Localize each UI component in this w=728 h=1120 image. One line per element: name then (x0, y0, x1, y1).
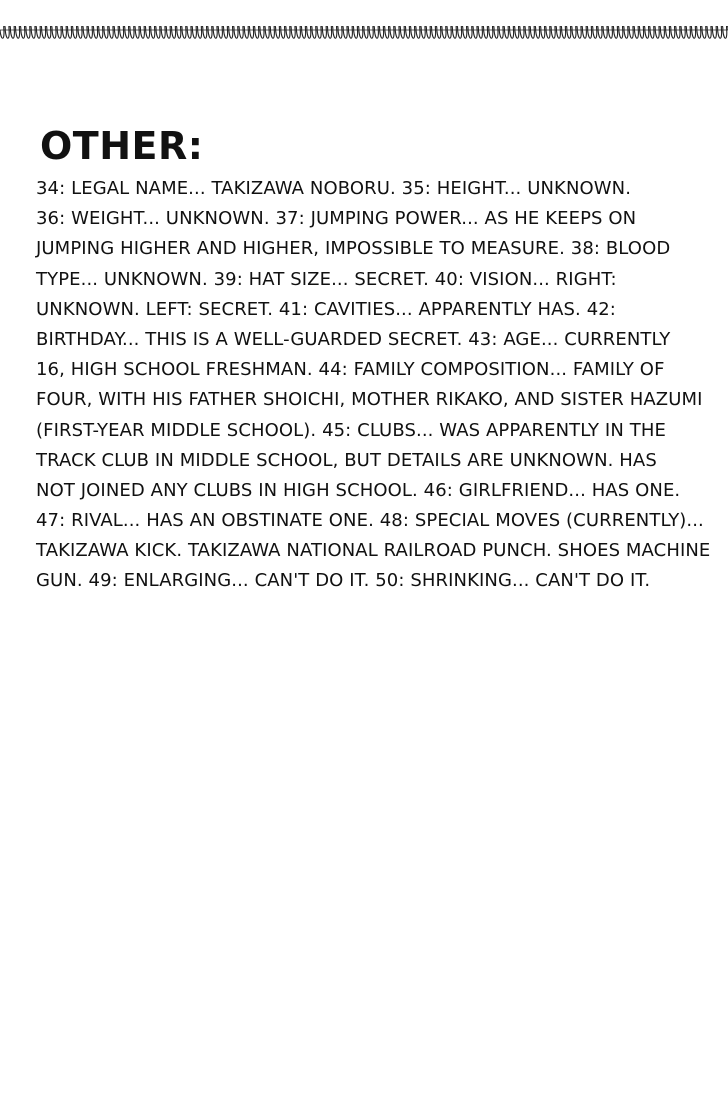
top-decorative-border (0, 26, 728, 44)
text-line: (FIRST-YEAR MIDDLE SCHOOL). 45: CLUBS... WAS APPARENTLY IN THE (36, 419, 666, 441)
text-line: NOT JOINED ANY CLUBS IN HIGH SCHOOL. 46: GIRLFRIEND... HAS ONE. (36, 479, 681, 501)
text-line: JUMPING HIGHER AND HIGHER, IMPOSSIBLE TO MEASURE. 38: BLOOD (36, 238, 671, 260)
body-text (36, 174, 711, 597)
scribble-border-graphic (0, 26, 728, 44)
scribble-loop-line (0, 26, 728, 38)
section-heading: OTHER: (40, 124, 204, 168)
text-line: TYPE... UNKNOWN. 39: HAT SIZE... SECRET. 40: VISION... RIGHT: (36, 268, 617, 290)
text-line: BIRTHDAY... THIS IS A WELL-GUARDED SECRET. 43: AGE... CURRENTLY (36, 328, 671, 350)
text-line: UNKNOWN. LEFT: SECRET. 41: CAVITIES... APPARENTLY HAS. 42: (36, 298, 616, 320)
text-line: TAKIZAWA KICK. TAKIZAWA NATIONAL RAILROAD PUNCH. SHOES MACHINE (36, 540, 711, 562)
text-line: TRACK CLUB IN MIDDLE SCHOOL, BUT DETAILS ARE UNKNOWN. HAS (36, 449, 657, 471)
text-line: 34: LEGAL NAME... TAKIZAWA NOBORU. 35: HEIGHT... UNKNOWN. (36, 178, 632, 199)
text-line: FOUR, WITH HIS FATHER SHOICHI, MOTHER RIKAKO, AND SISTER HAZUMI (36, 389, 703, 411)
text-line: GUN. 49: ENLARGING... CAN'T DO IT. 50: SHRINKING... CAN'T DO IT. (36, 570, 651, 592)
text-line: 16, HIGH SCHOOL FRESHMAN. 44: FAMILY COMPOSITION... FAMILY OF (36, 359, 665, 381)
text-line: 47: RIVAL... HAS AN OBSTINATE ONE. 48: SPECIAL MOVES (CURRENTLY)... (36, 510, 704, 532)
text-line: 36: WEIGHT... UNKNOWN. 37: JUMPING POWER... AS HE KEEPS ON (36, 208, 637, 230)
